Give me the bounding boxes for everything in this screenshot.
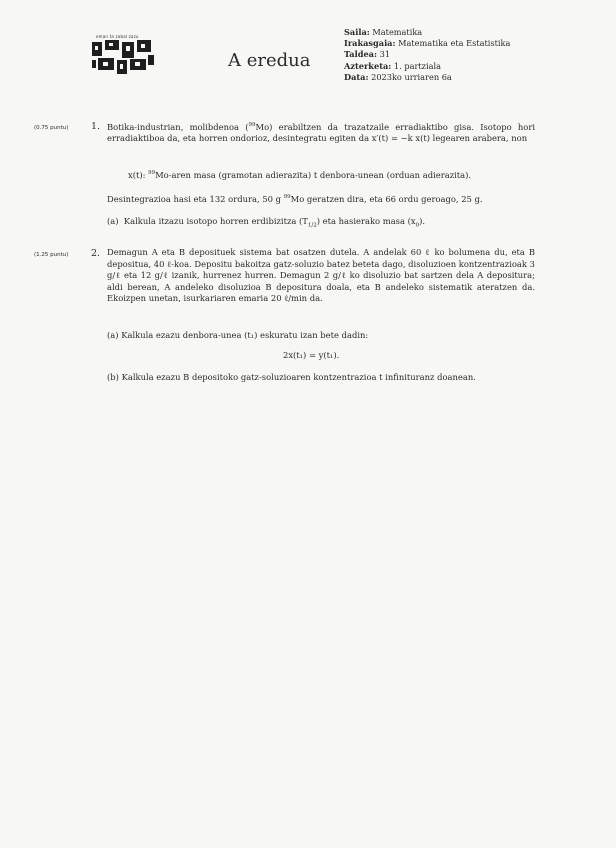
header-department: Saila: Matematika bbox=[344, 27, 423, 37]
q1-part-a: (a) Kalkula itzazu isotopo horren erdibizitza $(T_{1/2})$ eta hasierako masa $(x_0)$. bbox=[107, 216, 426, 229]
q2-number: 2. bbox=[91, 248, 101, 259]
q1-number: 1. bbox=[91, 121, 101, 132]
q2-statement: Demagun A eta B deposituek sistema bat osatzen dutela. A andelak 60 ℓ ko bolumena du, eta B depositua, 40 ℓ-koa. Depositu bakoitza gatz-soluzio batez beteta dago, disoluzioen kontzentrazioak 3 g/ℓ eta 12 g/ℓ izanik, hurrenez hurren. Demagun 2 g/ℓ ko disoluzio bat sartzen dela A depositura; aldi berean, A andeleko disoluzioa B depositura doala, eta B andeleko sistematik ateratzen da. Ekoizpen unetan, isurkariaren emaria 20 ℓ/min da. bbox=[107, 247, 535, 304]
q1-statement: Botika-industrian, molibdenoa ($^{99}$Mo) erabiltzen da trazatzaile erradiaktibo gisa. Isotopo hori erradiaktiboa da, eta horren ondorioz, desintegratu egiten da x′(t) = −k x(t) legearen arabera, non bbox=[107, 121, 535, 144]
q1-definition: x(t): $^{99}$Mo-aren masa (gramotan adierazita) t denbora-unean (orduan adierazita). bbox=[128, 170, 472, 180]
logo-caption: eman ta zabal zazu bbox=[96, 34, 139, 39]
q2-part-b: (b) Kalkula ezazu B depositoko gatz-soluzioaren kontzentrazioa t infinituranz doanean. bbox=[107, 372, 476, 382]
exam-model-title: A eredua bbox=[228, 50, 311, 71]
exam-header-info bbox=[344, 27, 510, 83]
q2-points: (1.25 puntu) bbox=[34, 252, 69, 258]
q1-data: Desintegrazioa hasi eta 132 ordura, 50 g $^{99}$Mo geratzen dira, eta 66 ordu geroago, 25 g. bbox=[107, 194, 483, 204]
header-subject: Irakasgaia: Matematika eta Estatistika bbox=[344, 38, 511, 49]
header-date: Data: 2023ko urriaren 6a bbox=[344, 71, 452, 82]
header-exam: Azterketa: 1. partziala bbox=[344, 60, 441, 71]
q1-points: (0.75 puntu) bbox=[34, 125, 69, 131]
q2-part-a: (a) Kalkula ezazu denbora-unea (t₁) eskuratu izan bete dadin: bbox=[107, 330, 369, 340]
university-logo bbox=[92, 40, 154, 80]
header-group: Taldea: 31 bbox=[344, 49, 391, 60]
q2-equation: 2x(t₁) = y(t₁). bbox=[283, 350, 340, 360]
